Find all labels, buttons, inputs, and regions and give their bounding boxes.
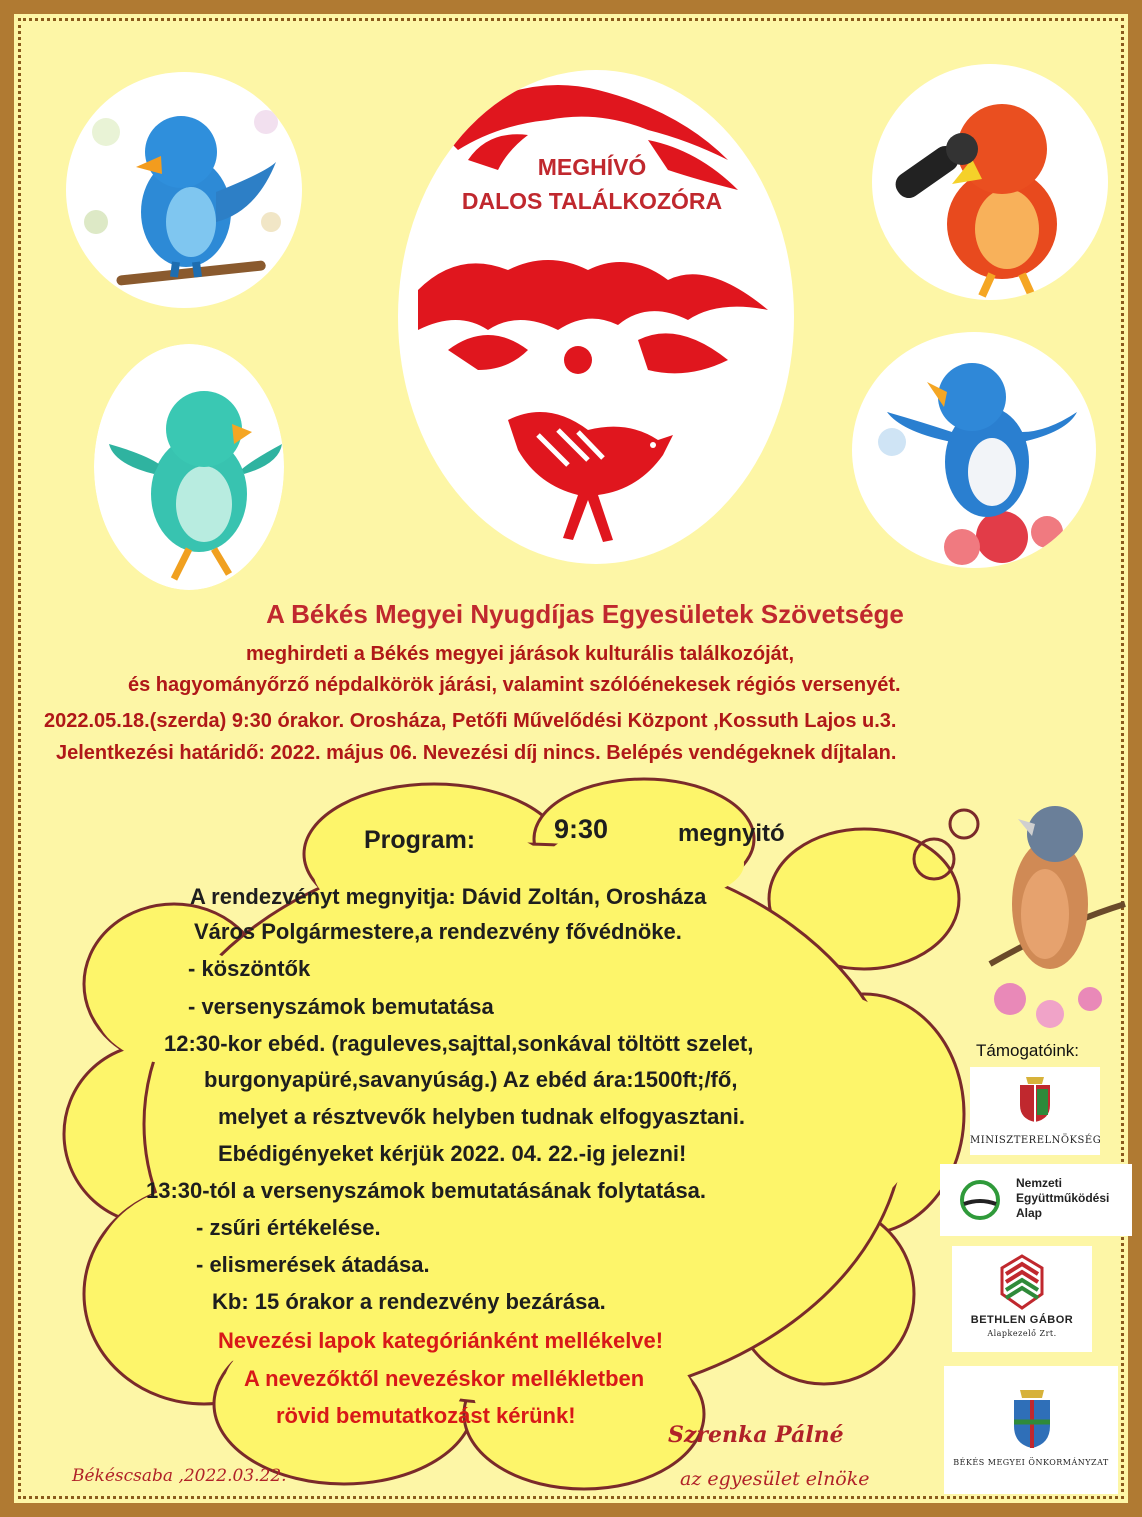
intro-line-1: meghirdeti a Békés megyei járások kulturális találkozóját,: [246, 643, 794, 665]
bethlen-shield-icon: [1000, 1254, 1044, 1310]
bekes-county-coat-of-arms-icon: [1010, 1388, 1054, 1450]
folk-art-circle: [398, 70, 794, 564]
program-note: A nevezőktől nevezéskor mellékletben: [244, 1366, 645, 1391]
blue-bird-illustration: [66, 72, 302, 308]
sponsor-name: BETHLEN GÁBOR: [970, 1314, 1074, 1326]
finch-bird-illustration: [980, 784, 1130, 1034]
program-line: Ebédigényeket kérjük 2022. 04. 22.-ig jelezni!: [218, 1141, 687, 1166]
program-line: Város Polgármestere,a rendezvény fővédnöke.: [194, 919, 682, 944]
sponsor-subname: Alapkezelő Zrt.: [987, 1329, 1057, 1338]
program-line: melyet a résztvevők helyben tudnak elfogyasztani.: [218, 1104, 745, 1129]
intro-line-2: és hagyományőrző népdalkörök járási, valamint szólóénekesek régiós versenyét.: [128, 674, 901, 696]
place-date: Békéscsaba ,2022.03.22.: [72, 1466, 287, 1486]
sponsor-name: Nemzeti: [1016, 1176, 1063, 1190]
sponsor-name: Együttműködési: [1016, 1191, 1110, 1205]
signature-name: Szrenka Pálné: [668, 1422, 844, 1448]
invitation-subtitle: DALOS TALÁLKOZÓRA: [461, 188, 723, 214]
program-line: A rendezvényt megnyitja: Dávid Zoltán, Orosháza: [190, 884, 707, 909]
sponsor-logo-miniszterelnokseg: [970, 1067, 1100, 1155]
program-time: 9:30: [554, 814, 609, 844]
program-line: - versenyszámok bemutatása: [188, 994, 494, 1019]
hungary-coat-of-arms-icon: [1018, 1075, 1052, 1123]
program-line: 12:30-kor ebéd. (raguleves,sajttal,sonkával töltött szelet,: [164, 1031, 754, 1056]
program-line: - köszöntők: [188, 956, 311, 981]
organization-name: A Békés Megyei Nyugdíjas Egyesületek Szövetsége: [266, 599, 904, 629]
sponsor-logo-nea: [940, 1164, 1132, 1236]
program-line: 13:30-tól a versenyszámok bemutatásának folytatása.: [146, 1178, 707, 1203]
program-opening: megnyitó: [678, 820, 785, 847]
sponsor-name: BÉKÉS MEGYEI ÖNKORMÁNYZAT: [953, 1458, 1109, 1467]
program-line: - elismerések átadása.: [196, 1252, 430, 1277]
program-line: - zsűri értékelése.: [196, 1215, 381, 1240]
blue-bird-flowers-illustration: [852, 332, 1096, 568]
program-line: Kb: 15 órakor a rendezvény bezárása.: [212, 1289, 606, 1314]
green-bird-illustration: [94, 344, 284, 590]
sponsor-logo-bethlen-gabor: [952, 1246, 1092, 1352]
intro-line-3: 2022.05.18.(szerda) 9:30 órakor. Orosháza, Petőfi Művelődési Központ ,Kossuth Lajos u.3.: [44, 710, 897, 732]
program-note: rövid bemutatkozást kérünk!: [276, 1403, 576, 1428]
sponsor-name: Alap: [1016, 1206, 1043, 1220]
nea-circle-icon: [956, 1176, 1004, 1224]
invitation-title: MEGHÍVÓ: [537, 154, 647, 180]
program-label: Program:: [364, 826, 476, 854]
program-note: Nevezési lapok kategóriánként mellékelve!: [218, 1328, 664, 1353]
program-line: burgonyapüré,savanyúság.) Az ebéd ára:1500ft;/fő,: [204, 1067, 738, 1092]
signature-title: az egyesület elnöke: [680, 1468, 870, 1490]
sponsor-name: MINISZTERELNÖKSÉG: [970, 1135, 1102, 1146]
sponsors-label: Támogatóink:: [976, 1041, 1079, 1060]
red-bird-singer-illustration: [872, 64, 1108, 300]
intro-line-4: Jelentkezési határidő: 2022. május 06. Nevezési díj nincs. Belépés vendégeknek díjtalan.: [56, 742, 897, 764]
sponsor-logo-bekes-megye: [944, 1366, 1118, 1494]
